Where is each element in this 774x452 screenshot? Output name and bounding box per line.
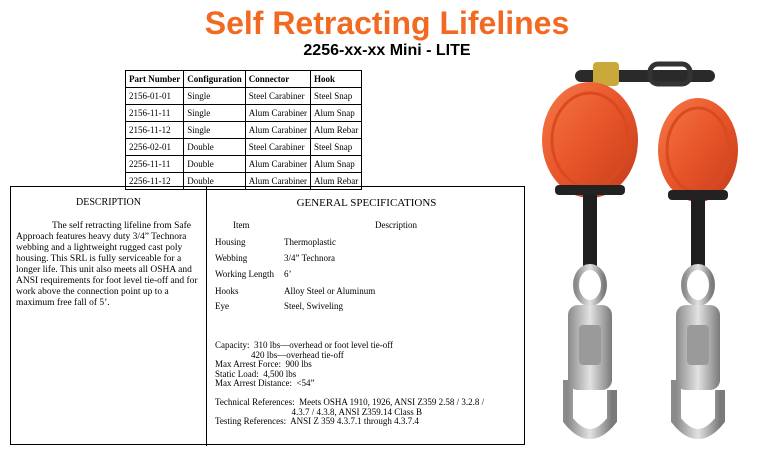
column-divider — [206, 187, 207, 446]
cell-part-number: 2256-11-12 — [126, 173, 184, 190]
cell-hook: Alum Snap — [311, 156, 362, 173]
cell-hook: Alum Snap — [311, 105, 362, 122]
description-text: The self retracting lifeline from Safe Approach features heavy duty 3/4” Technora webbing and a lightweight rugged cast poly housing. This SRL is fully serviceable for a longer life. This unit also meets all OSHA and ANSI requirements for foot level tie-off and for work above the connection point up to a maximum free fall of 5’. — [16, 221, 198, 308]
spec-item: Hooks — [215, 286, 239, 296]
cell-connector: Alum Carabiner — [245, 156, 310, 173]
left-snap-hook — [568, 305, 612, 434]
right-webbing — [691, 200, 705, 270]
table-row — [126, 122, 362, 139]
cell-connector: Alum Carabiner — [245, 122, 310, 139]
parts-table — [125, 70, 362, 190]
cell-part-number: 2156-01-01 — [126, 88, 184, 105]
model-subtitle: 2256-xx-xx Mini - LITE — [303, 42, 471, 59]
spec-item: Webbing — [215, 253, 248, 263]
cell-connector: Steel Carabiner — [245, 88, 310, 105]
spec-item: Eye — [215, 301, 229, 311]
cell-configuration: Double — [184, 139, 246, 156]
cell-connector: Steel Carabiner — [245, 139, 310, 156]
spec-desc: Alloy Steel or Aluminum — [284, 286, 376, 296]
cell-hook: Steel Snap — [311, 88, 362, 105]
cell-part-number: 2256-02-01 — [126, 139, 184, 156]
spec-desc: 6’ — [284, 269, 292, 279]
cell-hook: Steel Snap — [311, 139, 362, 156]
references-block: Technical References: Meets OSHA 1910, 1926, ANSI Z359 2.58 / 3.2.8 / 4.3.7 / 4.3.8, ANSI Z359.14 Class B Testing References: ANSI Z 359 4.3.7.1 through 4.3.7.4 — [215, 397, 485, 426]
cell-configuration: Single — [184, 88, 246, 105]
right-snap-hook — [676, 305, 720, 434]
capacity-block: Capacity: 310 lbs—overhead or foot level tie-off 420 lbs—overhead tie-off Max Arrest Force: 900 lbs Static Load: 4,500 lbs Max Arrest Distance: <54” — [215, 340, 394, 388]
cell-configuration: Single — [184, 122, 246, 139]
cell-part-number: 2156-11-12 — [126, 122, 184, 139]
specs-col-item: Item — [233, 220, 250, 230]
spec-item: Working Length — [215, 269, 275, 279]
cell-configuration: Double — [184, 156, 246, 173]
description-heading: DESCRIPTION — [75, 197, 141, 208]
cell-configuration: Double — [184, 173, 246, 190]
spec-item: Housing — [215, 237, 246, 247]
cell-hook: Alum Rebar — [311, 173, 362, 190]
spec-box — [10, 186, 525, 445]
parts-table-header — [126, 71, 362, 88]
specs-heading: GENERAL SPECIFICATIONS — [296, 197, 437, 209]
table-row — [126, 156, 362, 173]
spec-desc: Thermoplastic — [284, 237, 336, 247]
header-configuration: Configuration — [184, 71, 246, 88]
table-row — [126, 88, 362, 105]
left-swivel — [576, 267, 604, 303]
cell-connector: Alum Carabiner — [245, 105, 310, 122]
cell-part-number: 2156-11-11 — [126, 105, 184, 122]
table-row — [126, 105, 362, 122]
header-part-number: Part Number — [126, 71, 184, 88]
spec-desc: 3/4” Technora — [284, 253, 335, 263]
table-row — [126, 139, 362, 156]
cell-connector: Alum Carabiner — [245, 173, 310, 190]
connector-bar — [575, 62, 715, 86]
left-housing — [542, 82, 638, 198]
cell-hook: Alum Rebar — [311, 122, 362, 139]
specs-col-description: Description — [375, 220, 417, 230]
cell-part-number: 2256-11-11 — [126, 156, 184, 173]
cell-configuration: Single — [184, 105, 246, 122]
spec-desc: Steel, Swiveling — [284, 301, 343, 311]
left-webbing — [583, 195, 597, 270]
right-housing — [658, 98, 738, 202]
header-hook: Hook — [311, 71, 362, 88]
page-title: Self Retracting Lifelines — [204, 5, 570, 41]
right-swivel — [684, 267, 712, 303]
product-photo — [535, 60, 760, 450]
header-connector: Connector — [245, 71, 310, 88]
